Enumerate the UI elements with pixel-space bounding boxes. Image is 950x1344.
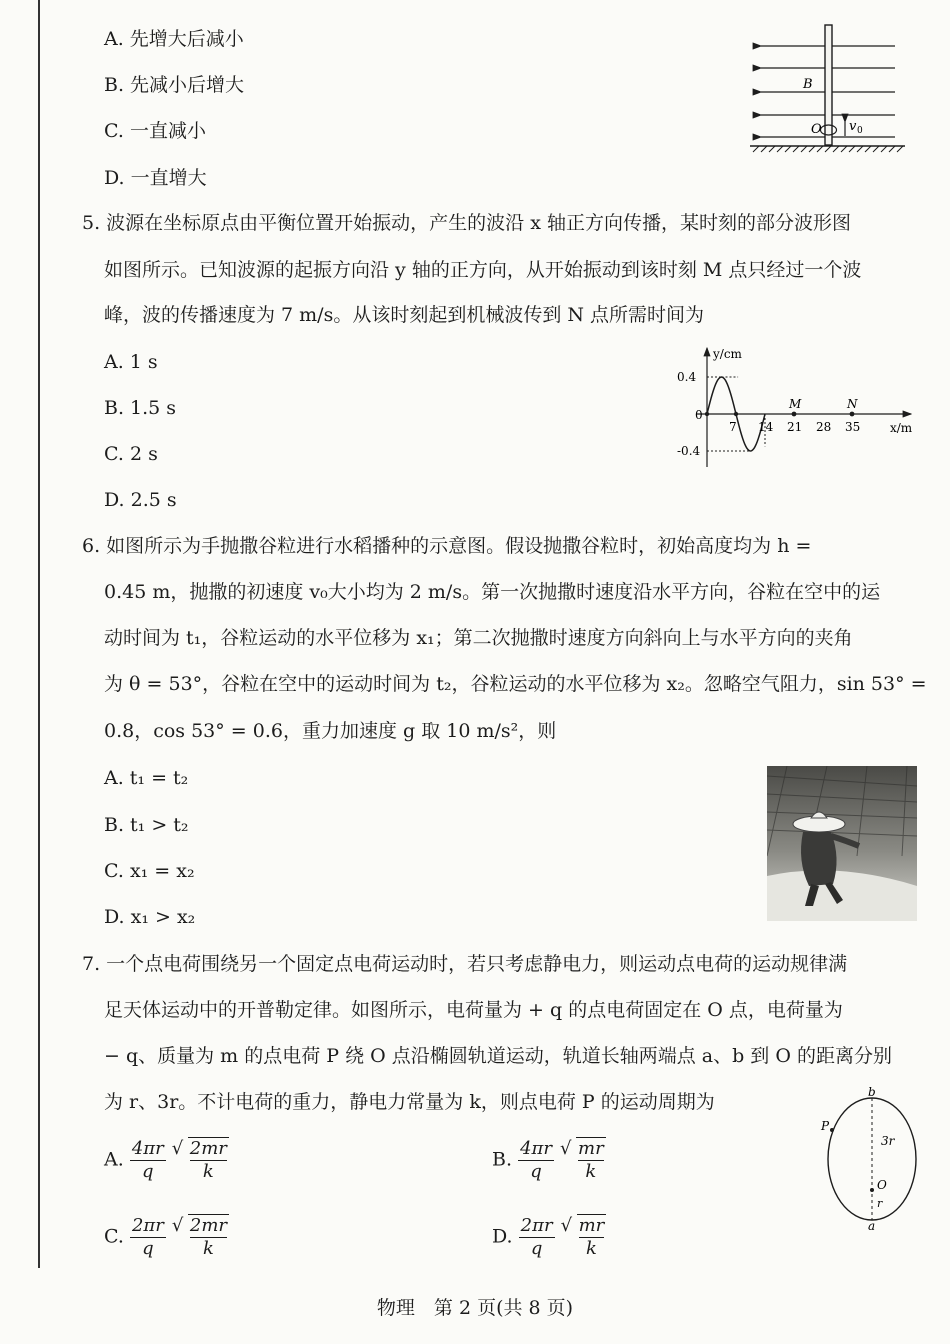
label-p: P (821, 1119, 830, 1133)
q4-option-d: D. 一直增大 (104, 167, 207, 189)
q5-option-a: A. 1 s (104, 351, 158, 373)
q7-line-4: 为 r、3r。不计电荷的重力，静电力常量为 k，则点电荷 P 的运动周期为 (104, 1091, 715, 1113)
q7-option-c: C. $\frac{2\pi r}{q}$ √ $\frac{2mr}{k}$ (104, 1215, 228, 1259)
q7-line-3: − q、质量为 m 的点电荷 P 绕 O 点沿椭圆轨道运动，轨道长轴两端点 a、b 到 O 的距离分别 (104, 1045, 892, 1067)
y-tick-label: 0.4 (677, 370, 697, 384)
x-tick-label: 28 (816, 420, 832, 434)
point-7 (734, 412, 738, 416)
q5-option-c: C. 2 s (104, 443, 158, 465)
q5-line-2: 如图所示。已知波源的起振方向沿 y 轴的正方向，从开始振动到该时刻 M 点只经过一个波 (104, 259, 862, 281)
y-tick-label: -0.4 (677, 444, 701, 458)
q7-option-b: B. $\frac{4\pi r}{q}$ √ $\frac{mr}{k}$ (492, 1138, 604, 1182)
wave-chart (675, 342, 925, 472)
velocity-label: v (849, 119, 857, 134)
velocity-label-sub: 0 (857, 126, 863, 136)
x-tick-label: 14 (758, 420, 774, 434)
q5-line-3: 峰，波的传播速度为 7 m/s。从该时刻起到机械波传到 N 点所需时间为 (104, 304, 705, 326)
q5-option-b: B. 1.5 s (104, 397, 177, 419)
q4-field-figure (745, 20, 915, 160)
label-3r: 3r (881, 1134, 895, 1148)
q5-option-d: D. 2.5 s (104, 489, 177, 511)
q5-line-1: 5. 波源在坐标原点由平衡位置开始振动，产生的波沿 x 轴正方向传播，某时刻的部分波形图 (82, 212, 851, 234)
q6-line-3: 动时间为 t₁，谷粒运动的水平位移为 x₁；第二次抛撒时速度方向斜向上与水平方向的夹角 (104, 627, 853, 649)
point-origin (705, 412, 709, 416)
point-n (850, 412, 855, 417)
label-b: b (868, 1086, 876, 1099)
origin-label-o: O (811, 122, 822, 137)
label-o: O (877, 1178, 887, 1192)
q7-line-1: 7. 一个点电荷围绕另一个固定点电荷运动时，若只考虑静电力，则运动点电荷的运动规律满 (82, 953, 848, 975)
q7-line-2: 足天体运动中的开普勒定律。如图所示，电荷量为 + q 的点电荷固定在 O 点，电荷量为 (104, 999, 843, 1021)
q6-line-4: 为 θ = 53°，谷粒在空中的运动时间为 t₂，谷粒运动的水平位移为 x₂。忽略空气阻力，sin 53° = (104, 673, 927, 695)
x-tick-label: 21 (787, 420, 803, 434)
x-tick-label: 7 (729, 420, 737, 434)
ellipse-orbit-figure (815, 1086, 925, 1231)
point-label-n: N (847, 397, 858, 411)
q6-option-d: D. x₁ > x₂ (104, 906, 196, 928)
sowing-photo (767, 766, 917, 921)
label-a: a (868, 1219, 876, 1231)
q4-option-b: B. 先减小后增大 (104, 74, 245, 96)
q6-option-c: C. x₁ = x₂ (104, 860, 195, 882)
origin-label: 0 (695, 408, 703, 422)
q7-option-d: D. $\frac{2\pi r}{q}$ √ $\frac{mr}{k}$ (492, 1215, 605, 1259)
q7-option-a: A. $\frac{4\pi r}{q}$ √ $\frac{2mr}{k}$ (104, 1138, 227, 1182)
q6-line-1: 6. 如图所示为手抛撒谷粒进行水稻播种的示意图。假设抛撒谷粒时，初始高度均为 h = (82, 535, 812, 557)
q4-option-c: C. 一直减小 (104, 120, 206, 142)
q6-line-2: 0.45 m，抛撒的初速度 v₀大小均为 2 m/s。第一次抛撒时速度沿水平方向，谷粒在空中的运 (104, 581, 881, 603)
field-label-b: B (803, 77, 813, 92)
q6-option-b: B. t₁ > t₂ (104, 814, 189, 836)
x-tick-label: 35 (845, 420, 861, 434)
x-axis-label: x/m (890, 421, 913, 435)
point-label-m: M (789, 397, 802, 411)
q6-line-5: 0.8，cos 53° = 0.6，重力加速度 g 取 10 m/s²，则 (104, 720, 557, 742)
margin-line (38, 0, 40, 1268)
page-footer: 物理 第 2 页(共 8 页) (376, 1297, 574, 1319)
label-r: r (877, 1197, 883, 1210)
y-axis-label: y/cm (713, 347, 742, 361)
q4-option-a: A. 先增大后减小 (104, 28, 244, 50)
point-m (792, 412, 797, 417)
q6-option-a: A. t₁ = t₂ (104, 767, 189, 789)
